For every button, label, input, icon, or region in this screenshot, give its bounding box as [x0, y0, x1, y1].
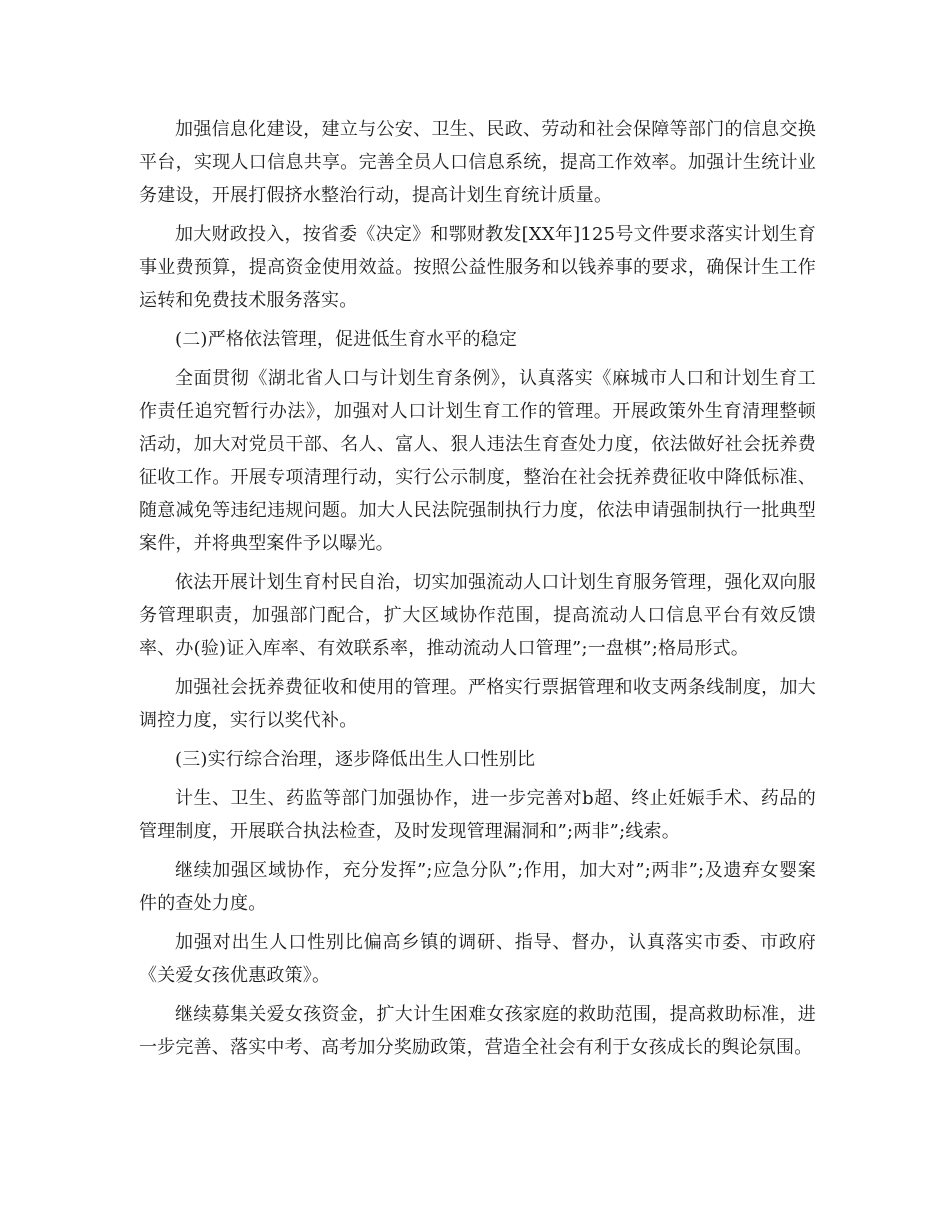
paragraph-village-autonomy: 依法开展计划生育村民自治，切实加强流动人口计划生育服务管理，强化双向服务管理职责，加强部门配合，扩大区域协作范围，提高流动人口信息平台有效反馈率、办(验)证入库率、有效联系率，推动流动人口管理”;一盘棋”;格局形式。	[139, 572, 816, 659]
paragraph-fee-management: 加强社会抚养费征收和使用的管理。严格实行票据管理和收支两条线制度，加大调控力度，实行以奖代补。	[139, 677, 816, 731]
paragraph-girl-care-fund: 继续募集关爱女孩资金，扩大计生困难女孩家庭的救助范围，提高救助标准，进一步完善、落实中考、高考加分奖励政策，营造全社会有利于女孩成长的舆论氛围。	[139, 1004, 816, 1058]
section-heading-3: (三)实行综合治理，逐步降低出生人口性别比	[175, 749, 536, 770]
document-body	[139, 113, 816, 1070]
paragraph-implement-regulations: 全面贯彻《湖北省人口与计划生育条例》，认真落实《麻城市人口和计划生育工作责任追究暂行办法》，加强对人口计划生育工作的管理。开展政策外生育清理整顿活动，加大对党员干部、名人、富人、狠人违法生育查处力度，依法做好社会抚养费征收工作。开展专项清理行动，实行公示制度，整治在社会抚养费征收中降低标准、随意减免等违纪违规问题。加大人民法院强制执行力度，依法申请强制执行一批典型案件，并将典型案件予以曝光。	[139, 368, 816, 554]
paragraph-info-construction: 加强信息化建设，建立与公安、卫生、民政、劳动和社会保障等部门的信息交换平台，实现人口信息共享。完善全员人口信息系统，提高工作效率。加强计生统计业务建设，开展打假挤水整治行动，提高计划生育统计质量。	[139, 119, 816, 206]
paragraph-department-cooperation: 计生、卫生、药监等部门加强协作，进一步完善对b超、终止妊娠手术、药品的管理制度，开展联合执法检查，及时发现管理漏洞和”;两非”;线索。	[139, 788, 816, 842]
paragraph-sex-ratio-towns: 加强对出生人口性别比偏高乡镇的调研、指导、督办，认真落实市委、市政府《关爱女孩优惠政策》。	[139, 932, 816, 986]
paragraph-regional-cooperation: 继续加强区域协作，充分发挥”;应急分队”;作用，加大对”;两非”;及遗弃女婴案件的查处力度。	[139, 860, 816, 914]
section-heading-2: (二)严格依法管理，促进低生育水平的稳定	[175, 329, 518, 350]
paragraph-financial-input: 加大财政投入，按省委《决定》和鄂财教发[XX年]125号文件要求落实计划生育事业费预算，提高资金使用效益。按照公益性服务和以钱养事的要求，确保计生工作运转和免费技术服务落实。	[139, 224, 816, 311]
